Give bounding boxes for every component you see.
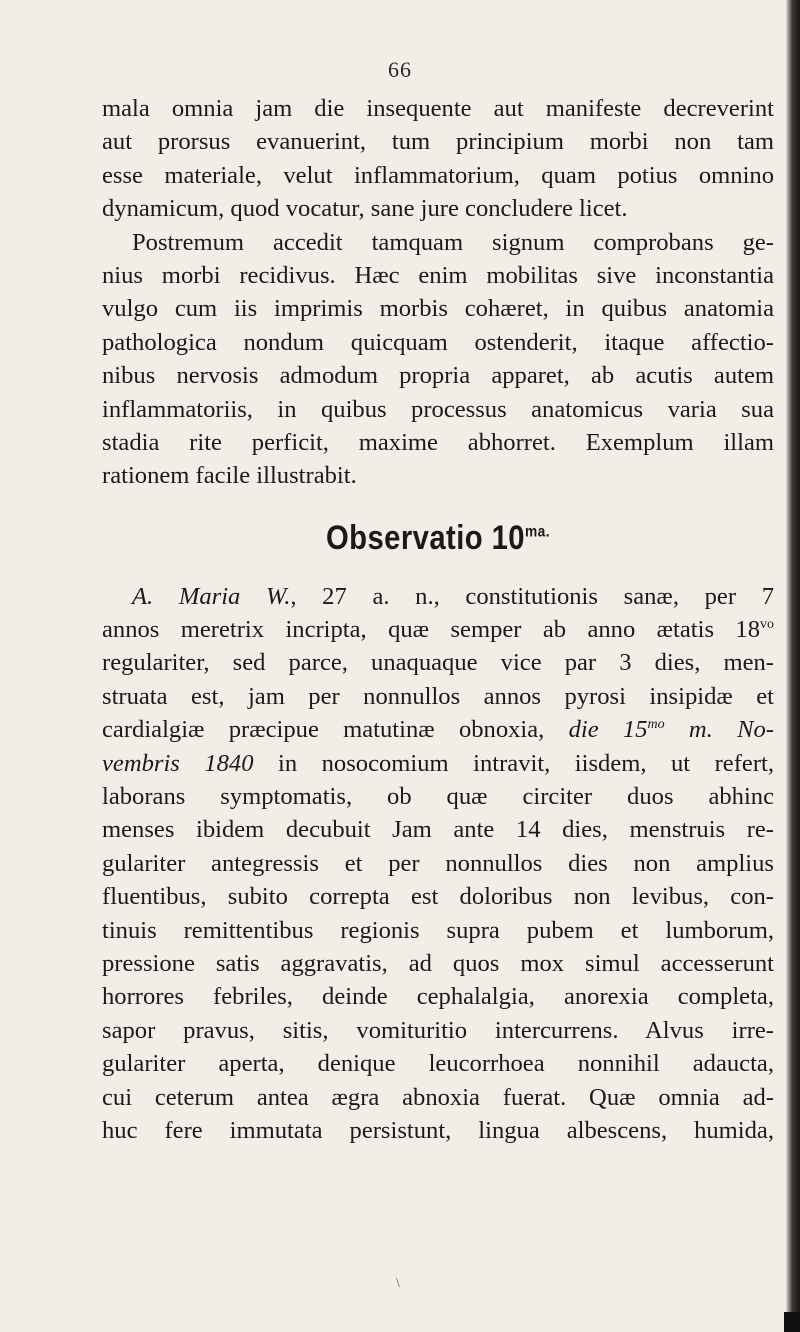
text-line: esse materiale, velut inflammatorium, quam potius omnino [102, 161, 774, 189]
corner-ink-mark [784, 1312, 800, 1332]
text-line: inflammatoriis, in quibus processus anatomicus varia sua [102, 395, 774, 423]
date-text: vembris 1840 [102, 749, 254, 777]
text-line: aut prorsus evanuerint, tum principium morbi non tam [102, 128, 774, 156]
heading-superscript: ma. [524, 523, 551, 541]
text-line: cui ceterum antea ægra abnoxia fuerat. Quæ omnia ad- [102, 1083, 774, 1111]
text-line: fluentibus, subito correpta est doloribus non levibus, con- [102, 883, 774, 911]
text-line: Postremum accedit tamquam signum comprobans ge- [132, 228, 774, 256]
patient-name: A. Maria W., [132, 582, 297, 610]
text-line: horrores febriles, deinde cephalalgia, anorexia completa, [102, 983, 774, 1011]
text-line: gulariter aperta, denique leucorrhoea nonnihil adaucta, [102, 1050, 774, 1078]
text-span: 27 a. n., constitutionis sanæ, per 7 [296, 582, 774, 610]
text-line: mala omnia jam die insequente aut manifeste decreverint [102, 95, 774, 122]
text-span: cardialgiæ præcipue matutinæ obnoxia, [102, 716, 569, 744]
text-line: pressione satis aggravatis, ad quos mox simul accesserunt [102, 949, 774, 977]
text-line: rationem facile illustrabit. [102, 462, 357, 490]
text-line [102, 580, 774, 613]
text-line: struata est, jam per nonnullos annos pyrosi insipidæ et [102, 682, 774, 710]
text-line: nibus nervosis admodum propria apparet, ab acutis autem [102, 362, 774, 390]
heading-text: Observatio 10 [325, 518, 525, 557]
text-line: huc fere immutata persistunt, lingua albescens, humida, [102, 1116, 774, 1144]
text-line: pathologica nondum quicquam ostenderit, itaque affectio- [102, 328, 774, 356]
text-line: tinuis remittentibus regionis supra pubem et lumborum, [102, 916, 774, 944]
superscript: mo [647, 717, 665, 733]
stray-ink-mark: \ [396, 1276, 400, 1291]
text-line [102, 713, 774, 746]
observation-heading [149, 519, 727, 558]
text-line: sapor pravus, sitis, vomituritio intercurrens. Alvus irre- [102, 1016, 774, 1044]
text-span: in nosocomium intravit, iisdem, ut refert, [253, 749, 774, 777]
page-binding-edge [786, 0, 800, 1332]
text-line: nius morbi recidivus. Hæc enim mobilitas sive inconstantia [102, 261, 774, 289]
text-span: annos meretrix incripta, quæ semper ab anno ætatis 18 [102, 616, 760, 644]
text-line [102, 613, 774, 646]
date-text: die 15 [568, 716, 648, 744]
text-line: stadia rite perficit, maxime abhorret. Exemplum illam [102, 428, 774, 456]
text-line [102, 747, 774, 780]
date-text: m. No- [664, 716, 774, 744]
text-line: gulariter antegressis et per nonnullos dies non amplius [102, 849, 774, 877]
text-line: laborans symptomatis, ob quæ circiter duos abhinc [102, 783, 774, 811]
body-text [102, 92, 774, 1147]
text-line: regulariter, sed parce, unaquaque vice par 3 dies, men- [102, 649, 774, 677]
page-number: 66 [388, 57, 412, 82]
text-line: vulgo cum iis imprimis morbis cohæret, in quibus anatomia [102, 295, 774, 323]
text-line: menses ibidem decubuit Jam ante 14 dies, menstruis re- [102, 816, 774, 844]
text-line: dynamicum, quod vocatur, sane jure concludere licet. [102, 195, 628, 223]
superscript: vo [760, 616, 774, 632]
